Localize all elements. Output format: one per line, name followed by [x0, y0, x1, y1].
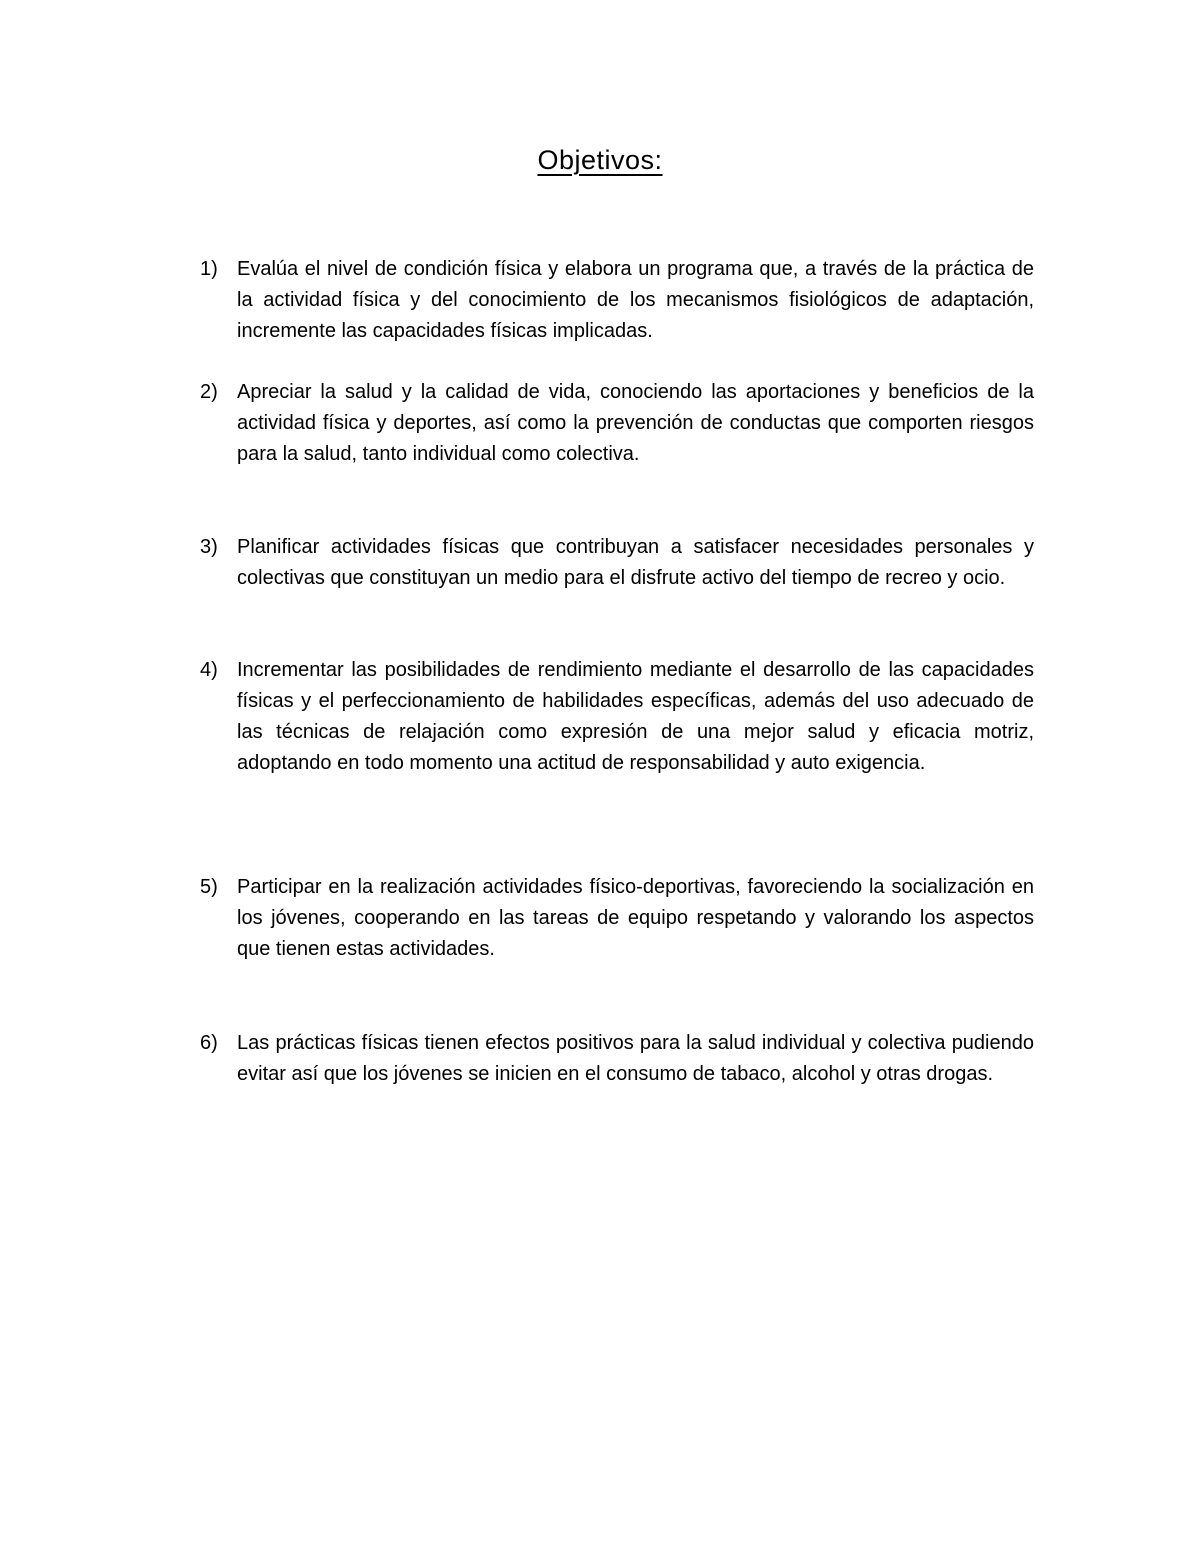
objective-number: 3) — [200, 536, 218, 558]
page-title-text: Objetivos: — [537, 145, 663, 175]
objective-text: Participar en la realización actividades físico-deportivas, favoreciendo la socialización en los jóvenes, cooperando en las tareas de equipo respetando y valorando los aspectos que tienen estas actividades. — [237, 876, 1034, 960]
objective-text: Las prácticas físicas tienen efectos positivos para la salud individual y colectiva pudiendo evitar así que los jóvenes se inicien en el consumo de tabaco, alcohol y otras drogas. — [237, 1032, 1034, 1085]
objective-number: 4) — [200, 659, 218, 681]
objective-number: 2) — [200, 381, 218, 403]
page-title — [0, 140, 1200, 180]
objective-text: Planificar actividades físicas que contribuyan a satisfacer necesidades personales y colectivas que constituyan un medio para el disfrute activo del tiempo de recreo y ocio. — [237, 536, 1034, 589]
objective-number: 6) — [200, 1032, 218, 1054]
objective-number: 5) — [200, 876, 218, 898]
objective-number: 1) — [200, 258, 218, 280]
objective-text: Apreciar la salud y la calidad de vida, conociendo las aportaciones y beneficios de la actividad física y deportes, así como la prevención de conductas que comporten riesgos para la salud, tanto individual como colectiva. — [237, 381, 1034, 465]
objective-text: Incrementar las posibilidades de rendimiento mediante el desarrollo de las capacidades físicas y el perfeccionamiento de habilidades específicas, además del uso adecuado de las técnicas de relajación como expresión de una mejor salud y eficacia motriz, adoptando en todo momento una actitud de responsabilidad y auto exigencia. — [237, 659, 1034, 774]
objective-text: Evalúa el nivel de condición física y elabora un programa que, a través de la práctica de la actividad física y del conocimiento de los mecanismos fisiológicos de adaptación, incremente las capacidades físicas implicadas. — [237, 258, 1034, 342]
